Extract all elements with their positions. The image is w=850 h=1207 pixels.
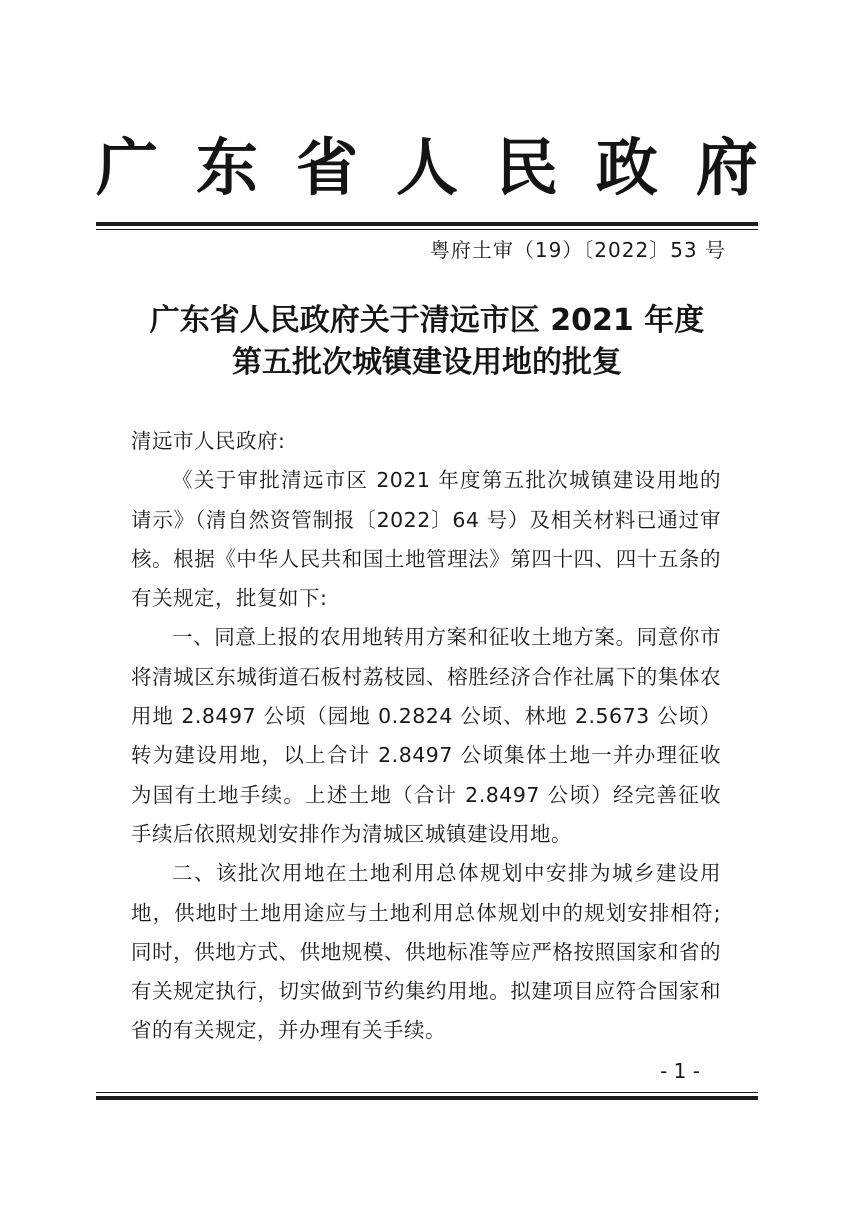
document-number: 粤府土审（19）〔2022〕53 号 — [429, 238, 726, 262]
document-body — [131, 422, 721, 1051]
footer-divider-thick — [96, 1096, 758, 1100]
masthead-char: 东 — [195, 131, 258, 204]
masthead-char: 民 — [495, 131, 558, 204]
body-paragraph: 二、该批次用地在土地利用总体规划中安排为城乡建设用地，供地时土地用途应与土地利用总体规划中的规划安排相符;同时，供地方式、供地规模、供地标准等应严格按照国家和省的有关规定执行，切实做到节约集约用地。拟建项目应符合国家和省的有关规定，并办理有关手续。 — [131, 861, 721, 1043]
header-divider-thin — [96, 229, 758, 230]
masthead-char: 省 — [295, 131, 358, 204]
masthead-char: 府 — [695, 131, 758, 204]
masthead-char: 人 — [395, 131, 458, 204]
document-title — [96, 300, 758, 384]
body-paragraph: 《关于审批清远市区 2021 年度第五批次城镇建设用地的请示》（清自然资管制报〔2022〕64 号）及相关材料已通过审核。根据《中华人民共和国土地管理法》第四十四、四十五条的有关规定，批复如下: — [131, 468, 721, 611]
title-line-2: 第五批次城镇建设用地的批复 — [232, 345, 622, 380]
body-paragraph: 一、同意上报的农用地转用方案和征收土地方案。同意你市将清城区东城街道石板村荔枝园、榕胜经济合作社属下的集体农用地 2.8497 公顷（园地 0.2824 公顷、林地 2.5673 公顷）转为建设用地，以上合计 2.8497 公顷集体土地一并办理征收为国有土地手续。上述土地（合计 2.8497 公顷）经完善征收手续后依照规划安排作为清城区城镇建设用地。 — [131, 625, 721, 846]
footer-divider-thin — [96, 1092, 758, 1093]
title-line-1: 广东省人民政府关于清远市区 2021 年度 — [149, 303, 705, 338]
addressee: 清远市人民政府: — [131, 429, 286, 453]
masthead-char: 政 — [595, 131, 658, 204]
page-number: - 1 - — [660, 1059, 700, 1083]
issuer-masthead — [96, 128, 758, 208]
header-divider-thick — [96, 222, 758, 226]
masthead-char: 广 — [96, 131, 159, 204]
